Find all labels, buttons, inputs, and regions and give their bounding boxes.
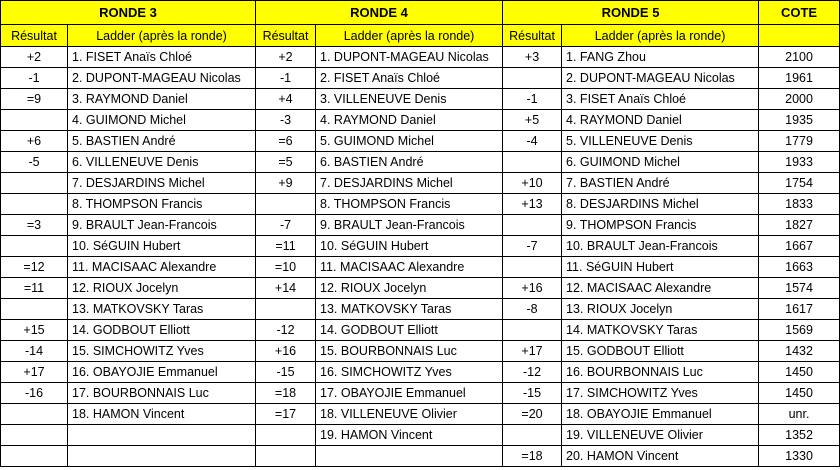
table-row [1, 215, 840, 236]
result-cell-ronde-3[interactable]: =9 [1, 89, 68, 110]
result-cell-ronde-4[interactable]: -1 [256, 68, 316, 89]
table-row [1, 194, 840, 215]
cote-cell[interactable]: unr. [759, 404, 840, 425]
table-body [1, 47, 840, 467]
result-cell-ronde-3[interactable]: -1 [1, 68, 68, 89]
ladder-cell-ronde-5[interactable]: 3. FISET Anaïs Chloé [562, 89, 759, 110]
result-cell-ronde-5[interactable] [503, 68, 562, 89]
table-row [1, 152, 840, 173]
result-cell-ronde-3[interactable] [1, 404, 68, 425]
header-cote-blank[interactable] [759, 25, 840, 47]
ladder-cell-ronde-5[interactable]: 7. BASTIEN André [562, 173, 759, 194]
result-cell-ronde-5[interactable] [503, 257, 562, 278]
ladder-cell-ronde-4[interactable] [316, 446, 503, 467]
ladder-cell-ronde-3[interactable]: 14. GODBOUT Elliott [68, 320, 256, 341]
result-cell-ronde-5[interactable]: +17 [503, 341, 562, 362]
result-cell-ronde-3[interactable]: -5 [1, 152, 68, 173]
ladder-cell-ronde-4[interactable]: 12. RIOUX Jocelyn [316, 278, 503, 299]
result-cell-ronde-5[interactable]: -8 [503, 299, 562, 320]
result-cell-ronde-5[interactable]: +5 [503, 110, 562, 131]
result-cell-ronde-5[interactable]: -15 [503, 383, 562, 404]
result-cell-ronde-4[interactable]: =17 [256, 404, 316, 425]
result-cell-ronde-5[interactable]: -7 [503, 236, 562, 257]
ladder-cell-ronde-5[interactable]: 20. HAMON Vincent [562, 446, 759, 467]
ladder-cell-ronde-3[interactable]: 7. DESJARDINS Michel [68, 173, 256, 194]
result-cell-ronde-4[interactable]: =18 [256, 383, 316, 404]
result-cell-ronde-5[interactable]: +3 [503, 47, 562, 68]
table-row [1, 446, 840, 467]
ladder-cell-ronde-3[interactable]: 17. BOURBONNAIS Luc [68, 383, 256, 404]
result-cell-ronde-4[interactable]: =6 [256, 131, 316, 152]
table-row [1, 341, 840, 362]
cote-cell[interactable]: 1754 [759, 173, 840, 194]
result-cell-ronde-3[interactable]: +17 [1, 362, 68, 383]
header-ronde-5[interactable]: RONDE 5 [503, 1, 759, 25]
cote-cell[interactable]: 1961 [759, 68, 840, 89]
ladder-cell-ronde-5[interactable]: 10. BRAULT Jean-Francois [562, 236, 759, 257]
table-row [1, 89, 840, 110]
header-ronde-3[interactable]: RONDE 3 [1, 1, 256, 25]
cote-cell[interactable]: 1569 [759, 320, 840, 341]
result-cell-ronde-3[interactable]: +2 [1, 47, 68, 68]
result-cell-ronde-4[interactable]: +9 [256, 173, 316, 194]
table-row [1, 278, 840, 299]
cote-cell[interactable]: 1933 [759, 152, 840, 173]
table-row [1, 299, 840, 320]
table-row [1, 173, 840, 194]
ladder-cell-ronde-5[interactable]: 2. DUPONT-MAGEAU Nicolas [562, 68, 759, 89]
ladder-cell-ronde-4[interactable]: 5. GUIMOND Michel [316, 131, 503, 152]
header-resultat-3[interactable]: Résultat [1, 25, 68, 47]
ladder-cell-ronde-4[interactable]: 4. RAYMOND Daniel [316, 110, 503, 131]
result-cell-ronde-4[interactable] [256, 425, 316, 446]
table-row [1, 404, 840, 425]
cote-cell[interactable]: 1779 [759, 131, 840, 152]
cote-cell[interactable]: 1617 [759, 299, 840, 320]
cote-cell[interactable]: 1330 [759, 446, 840, 467]
ladder-cell-ronde-3[interactable]: 3. RAYMOND Daniel [68, 89, 256, 110]
ladder-cell-ronde-4[interactable]: 6. BASTIEN André [316, 152, 503, 173]
header-ladder-5[interactable]: Ladder (après la ronde) [562, 25, 759, 47]
result-cell-ronde-3[interactable] [1, 299, 68, 320]
result-cell-ronde-4[interactable]: +14 [256, 278, 316, 299]
result-cell-ronde-5[interactable]: +16 [503, 278, 562, 299]
table-row [1, 320, 840, 341]
cote-cell[interactable]: 2100 [759, 47, 840, 68]
result-cell-ronde-5[interactable]: +13 [503, 194, 562, 215]
ladder-cell-ronde-5[interactable]: 16. BOURBONNAIS Luc [562, 362, 759, 383]
table-row [1, 110, 840, 131]
ladder-cell-ronde-3[interactable]: 10. SéGUIN Hubert [68, 236, 256, 257]
cote-cell[interactable]: 1432 [759, 341, 840, 362]
result-cell-ronde-4[interactable]: =5 [256, 152, 316, 173]
ladder-cell-ronde-3[interactable]: 9. BRAULT Jean-Francois [68, 215, 256, 236]
ladder-cell-ronde-4[interactable]: 18. VILLENEUVE Olivier [316, 404, 503, 425]
ladder-cell-ronde-5[interactable]: 14. MATKOVSKY Taras [562, 320, 759, 341]
cote-cell[interactable]: 1352 [759, 425, 840, 446]
ladder-cell-ronde-5[interactable]: 18. OBAYOJIE Emmanuel [562, 404, 759, 425]
cote-cell[interactable]: 1827 [759, 215, 840, 236]
result-cell-ronde-4[interactable]: -12 [256, 320, 316, 341]
table-row [1, 383, 840, 404]
result-cell-ronde-4[interactable]: =11 [256, 236, 316, 257]
cote-cell[interactable]: 1667 [759, 236, 840, 257]
result-cell-ronde-5[interactable]: =18 [503, 446, 562, 467]
table-row [1, 257, 840, 278]
result-cell-ronde-3[interactable]: +6 [1, 131, 68, 152]
result-cell-ronde-3[interactable]: =3 [1, 215, 68, 236]
ladder-cell-ronde-4[interactable]: 15. BOURBONNAIS Luc [316, 341, 503, 362]
header-ronde-4[interactable]: RONDE 4 [256, 1, 503, 25]
ladder-cell-ronde-4[interactable]: 7. DESJARDINS Michel [316, 173, 503, 194]
ladder-cell-ronde-4[interactable]: 2. FISET Anaïs Chloé [316, 68, 503, 89]
result-cell-ronde-4[interactable]: =10 [256, 257, 316, 278]
header-resultat-4[interactable]: Résultat [256, 25, 316, 47]
result-cell-ronde-4[interactable] [256, 446, 316, 467]
result-cell-ronde-5[interactable]: =20 [503, 404, 562, 425]
ladder-cell-ronde-4[interactable]: 14. GODBOUT Elliott [316, 320, 503, 341]
result-cell-ronde-4[interactable]: +16 [256, 341, 316, 362]
cote-cell[interactable]: 1574 [759, 278, 840, 299]
ladder-cell-ronde-3[interactable] [68, 425, 256, 446]
result-cell-ronde-5[interactable] [503, 152, 562, 173]
table-row [1, 47, 840, 68]
result-cell-ronde-3[interactable] [1, 236, 68, 257]
result-cell-ronde-4[interactable]: -7 [256, 215, 316, 236]
result-cell-ronde-3[interactable] [1, 425, 68, 446]
result-cell-ronde-3[interactable]: =12 [1, 257, 68, 278]
result-cell-ronde-3[interactable]: =11 [1, 278, 68, 299]
ladder-cell-ronde-5[interactable]: 15. GODBOUT Elliott [562, 341, 759, 362]
result-cell-ronde-3[interactable] [1, 194, 68, 215]
ladder-cell-ronde-3[interactable]: 4. GUIMOND Michel [68, 110, 256, 131]
ladder-cell-ronde-5[interactable]: 13. RIOUX Jocelyn [562, 299, 759, 320]
ladder-cell-ronde-5[interactable]: 11. SéGUIN Hubert [562, 257, 759, 278]
ladder-cell-ronde-4[interactable]: 8. THOMPSON Francis [316, 194, 503, 215]
table-row [1, 68, 840, 89]
result-cell-ronde-5[interactable] [503, 215, 562, 236]
ladder-cell-ronde-3[interactable]: 18. HAMON Vincent [68, 404, 256, 425]
ladder-cell-ronde-3[interactable] [68, 446, 256, 467]
result-cell-ronde-4[interactable]: +4 [256, 89, 316, 110]
ladder-cell-ronde-3[interactable]: 11. MACISAAC Alexandre [68, 257, 256, 278]
table-row [1, 131, 840, 152]
cote-cell[interactable]: 1935 [759, 110, 840, 131]
header-ladder-3[interactable]: Ladder (après la ronde) [68, 25, 256, 47]
result-cell-ronde-5[interactable]: -12 [503, 362, 562, 383]
result-cell-ronde-5[interactable] [503, 425, 562, 446]
result-cell-ronde-5[interactable]: +10 [503, 173, 562, 194]
ladder-cell-ronde-3[interactable]: 16. OBAYOJIE Emmanuel [68, 362, 256, 383]
ladder-cell-ronde-3[interactable]: 5. BASTIEN André [68, 131, 256, 152]
ladder-cell-ronde-5[interactable]: 5. VILLENEUVE Denis [562, 131, 759, 152]
ladder-cell-ronde-3[interactable]: 1. FISET Anaïs Chloé [68, 47, 256, 68]
ladder-cell-ronde-5[interactable]: 12. MACISAAC Alexandre [562, 278, 759, 299]
result-cell-ronde-3[interactable] [1, 110, 68, 131]
ladder-cell-ronde-5[interactable]: 1. FANG Zhou [562, 47, 759, 68]
cote-cell[interactable]: 1450 [759, 383, 840, 404]
result-cell-ronde-4[interactable] [256, 194, 316, 215]
header-ladder-4[interactable]: Ladder (après la ronde) [316, 25, 503, 47]
result-cell-ronde-4[interactable] [256, 299, 316, 320]
table-row [1, 425, 840, 446]
header-resultat-5[interactable]: Résultat [503, 25, 562, 47]
ladder-cell-ronde-5[interactable]: 8. DESJARDINS Michel [562, 194, 759, 215]
result-cell-ronde-4[interactable]: -3 [256, 110, 316, 131]
ladder-cell-ronde-4[interactable]: 1. DUPONT-MAGEAU Nicolas [316, 47, 503, 68]
ladder-cell-ronde-5[interactable]: 4. RAYMOND Daniel [562, 110, 759, 131]
cote-cell[interactable]: 1450 [759, 362, 840, 383]
ladder-cell-ronde-5[interactable]: 6. GUIMOND Michel [562, 152, 759, 173]
cote-cell[interactable]: 1833 [759, 194, 840, 215]
ladder-cell-ronde-5[interactable]: 17. SIMCHOWITZ Yves [562, 383, 759, 404]
ladder-cell-ronde-4[interactable]: 3. VILLENEUVE Denis [316, 89, 503, 110]
ladder-cell-ronde-4[interactable]: 10. SéGUIN Hubert [316, 236, 503, 257]
result-cell-ronde-5[interactable]: -1 [503, 89, 562, 110]
header-cote[interactable]: COTE [759, 1, 840, 25]
result-cell-ronde-4[interactable]: -15 [256, 362, 316, 383]
result-cell-ronde-3[interactable]: -14 [1, 341, 68, 362]
result-cell-ronde-4[interactable]: +2 [256, 47, 316, 68]
cote-cell[interactable]: 1663 [759, 257, 840, 278]
result-cell-ronde-3[interactable] [1, 446, 68, 467]
table-row [1, 362, 840, 383]
ladder-cell-ronde-3[interactable]: 15. SIMCHOWITZ Yves [68, 341, 256, 362]
ladder-cell-ronde-4[interactable]: 9. BRAULT Jean-Francois [316, 215, 503, 236]
ladder-cell-ronde-5[interactable]: 9. THOMPSON Francis [562, 215, 759, 236]
ladder-cell-ronde-4[interactable]: 17. OBAYOJIE Emmanuel [316, 383, 503, 404]
result-cell-ronde-5[interactable]: -4 [503, 131, 562, 152]
ladder-cell-ronde-4[interactable]: 13. MATKOVSKY Taras [316, 299, 503, 320]
result-cell-ronde-3[interactable]: +15 [1, 320, 68, 341]
result-cell-ronde-5[interactable] [503, 320, 562, 341]
cote-cell[interactable]: 2000 [759, 89, 840, 110]
ladder-cell-ronde-4[interactable]: 16. SIMCHOWITZ Yves [316, 362, 503, 383]
result-cell-ronde-3[interactable] [1, 173, 68, 194]
ladder-cell-ronde-3[interactable]: 8. THOMPSON Francis [68, 194, 256, 215]
table-row [1, 236, 840, 257]
ladder-cell-ronde-3[interactable]: 12. RIOUX Jocelyn [68, 278, 256, 299]
ladder-cell-ronde-3[interactable]: 13. MATKOVSKY Taras [68, 299, 256, 320]
ladder-cell-ronde-5[interactable]: 19. VILLENEUVE Olivier [562, 425, 759, 446]
ladder-cell-ronde-4[interactable]: 19. HAMON Vincent [316, 425, 503, 446]
result-cell-ronde-3[interactable]: -16 [1, 383, 68, 404]
ladder-cell-ronde-3[interactable]: 2. DUPONT-MAGEAU Nicolas [68, 68, 256, 89]
ladder-cell-ronde-3[interactable]: 6. VILLENEUVE Denis [68, 152, 256, 173]
ladder-cell-ronde-4[interactable]: 11. MACISAAC Alexandre [316, 257, 503, 278]
